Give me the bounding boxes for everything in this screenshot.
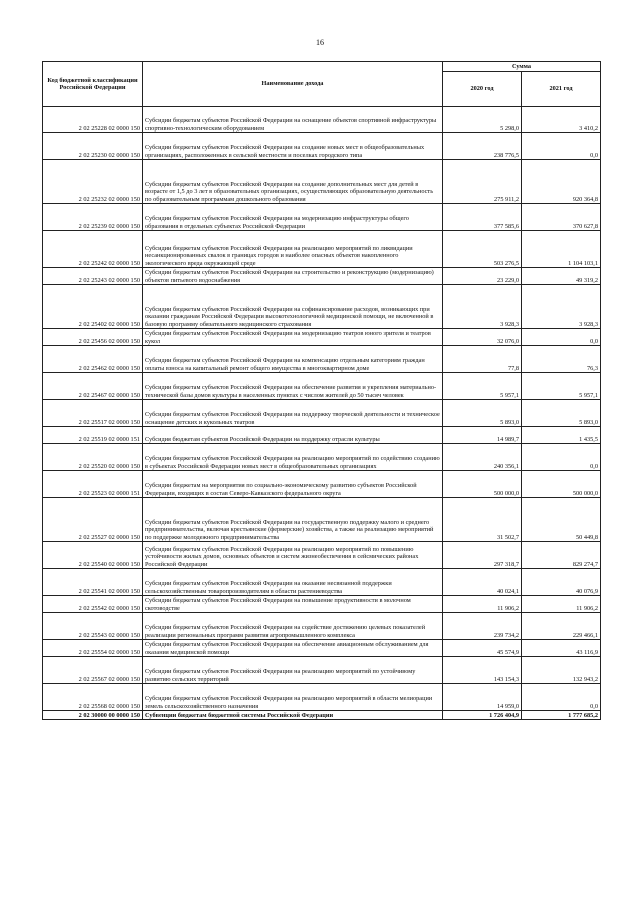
row-code: 2 02 25540 02 0000 150 <box>43 542 143 569</box>
total-row <box>43 711 601 720</box>
table-row <box>43 684 601 711</box>
row-name: Субсидии бюджетам субъектов Российской Федерации на реализацию мероприятий по ликвидации несанкционированных свалок в границах городов и наиболее опасных объектов накопленного экологического вреда окружающей среде <box>143 231 443 268</box>
row-value-2021: 0,0 <box>522 444 601 471</box>
table-row <box>43 471 601 498</box>
row-name: Субсидии бюджетам субъектов Российской Федерации на софинансирование расходов, возникающих при оказании гражданам Российской Федерации высокотехнологичной медицинской помощи, не включенной в базовую программу обязательного медицинского страхования <box>143 285 443 329</box>
row-name: Субсидии бюджетам субъектов Российской Федерации на модернизацию театров юного зрителя и театров кукол <box>143 329 443 346</box>
row-name: Субсидии бюджетам субъектов Российской Федерации на реализацию мероприятий в области мелиорации земель сельскохозяйственного назначения <box>143 684 443 711</box>
row-value-2021: 370 627,8 <box>522 204 601 231</box>
row-code: 2 02 25462 02 0000 150 <box>43 346 143 373</box>
table-row <box>43 427 601 444</box>
row-code: 2 02 25228 02 0000 150 <box>43 107 143 133</box>
row-value-2020: 238 776,5 <box>443 133 522 160</box>
row-name: Субсидии бюджетам субъектов Российской Федерации на поддержку творческой деятельности и техническое оснащение детских и кукольных театров <box>143 400 443 427</box>
row-value-2021: 829 274,7 <box>522 542 601 569</box>
table-row <box>43 231 601 268</box>
table-row <box>43 107 601 133</box>
row-value-2020: 5 957,1 <box>443 373 522 400</box>
row-code: 2 02 25517 02 0000 150 <box>43 400 143 427</box>
row-code: 2 02 25239 02 0000 150 <box>43 204 143 231</box>
revenue-table <box>42 61 601 720</box>
row-code: 2 02 25541 02 0000 150 <box>43 569 143 596</box>
table-row <box>43 400 601 427</box>
row-name: Субсидии бюджетам субъектов Российской Федерации на обеспечение развития и укрепления материально-технической базы домов культуры в населенных пунктах с числом жителей до 50 тысяч человек <box>143 373 443 400</box>
row-code: 2 02 25242 02 0000 150 <box>43 231 143 268</box>
row-name: Субсидии бюджетам субъектов Российской Федерации на содействие достижению целевых показателей реализации региональных программ развития агропромышленного комплекса <box>143 613 443 640</box>
row-name: Субсидии бюджетам субъектов Российской Федерации на компенсацию отдельным категориям граждан оплаты взноса на капитальный ремонт общего имущества в многоквартирном доме <box>143 346 443 373</box>
total-code: 2 02 30000 00 0000 150 <box>43 711 143 720</box>
row-value-2020: 275 911,2 <box>443 160 522 204</box>
row-value-2020: 14 989,7 <box>443 427 522 444</box>
row-value-2021: 1 104 103,1 <box>522 231 601 268</box>
header-year-2020: 2020 год <box>443 72 522 107</box>
row-value-2020: 143 154,3 <box>443 657 522 684</box>
row-code: 2 02 25554 02 0000 150 <box>43 640 143 657</box>
row-value-2021: 5 893,0 <box>522 400 601 427</box>
table-row <box>43 160 601 204</box>
table-row <box>43 657 601 684</box>
row-code: 2 02 25520 02 0000 150 <box>43 444 143 471</box>
row-value-2020: 32 076,0 <box>443 329 522 346</box>
row-value-2021: 11 906,2 <box>522 596 601 613</box>
row-code: 2 02 25543 02 0000 150 <box>43 613 143 640</box>
row-name: Субсидии бюджетам субъектов Российской Федерации на модернизацию инфраструктуры общего образования в отдельных субъектах Российской Федерации <box>143 204 443 231</box>
row-value-2021: 50 449,8 <box>522 498 601 542</box>
row-value-2021: 49 319,2 <box>522 268 601 285</box>
row-name: Субсидии бюджетам на мероприятия по социально-экономическому развитию субъектов Российской Федерации, входящих в состав Северо-Кавказского федерального округа <box>143 471 443 498</box>
row-value-2020: 377 585,6 <box>443 204 522 231</box>
table-row <box>43 542 601 569</box>
row-name: Субсидии бюджетам субъектов Российской Федерации на создание новых мест в общеобразовательных организациях, расположенных в сельской местности и поселках городского типа <box>143 133 443 160</box>
table-row <box>43 133 601 160</box>
table-row <box>43 268 601 285</box>
row-value-2020: 77,8 <box>443 346 522 373</box>
row-value-2021: 1 435,5 <box>522 427 601 444</box>
row-value-2020: 239 734,2 <box>443 613 522 640</box>
row-value-2020: 40 024,1 <box>443 569 522 596</box>
total-value-2021: 1 777 685,2 <box>522 711 601 720</box>
header-sum: Сумма <box>443 62 601 72</box>
row-name: Субсидии бюджетам субъектов Российской Федерации на создание дополнительных мест для детей в возрасте от 1,5 до 3 лет в образовательных организациях, осуществляющих образовательную деятельность по образовательным программам дошкольного образования <box>143 160 443 204</box>
row-code: 2 02 25456 02 0000 150 <box>43 329 143 346</box>
table-row <box>43 346 601 373</box>
row-code: 2 02 25568 02 0000 150 <box>43 684 143 711</box>
table-row <box>43 444 601 471</box>
row-value-2021: 0,0 <box>522 684 601 711</box>
header-code: Код бюджетной классификации Российской Федерации <box>43 62 143 107</box>
row-code: 2 02 25243 02 0000 150 <box>43 268 143 285</box>
table-row <box>43 329 601 346</box>
table-row <box>43 640 601 657</box>
row-code: 2 02 25232 02 0000 150 <box>43 160 143 204</box>
row-value-2020: 503 276,5 <box>443 231 522 268</box>
row-value-2020: 31 502,7 <box>443 498 522 542</box>
row-name: Субсидии бюджетам субъектов Российской Федерации на строительство и реконструкцию (модернизацию) объектов питьевого водоснабжения <box>143 268 443 285</box>
row-value-2021: 3 410,2 <box>522 107 601 133</box>
row-value-2020: 14 959,0 <box>443 684 522 711</box>
table-row <box>43 285 601 329</box>
row-value-2021: 43 116,9 <box>522 640 601 657</box>
table-row <box>43 204 601 231</box>
row-name: Субсидии бюджетам субъектов Российской Федерации на повышение продуктивности в молочном скотоводстве <box>143 596 443 613</box>
row-value-2021: 920 364,8 <box>522 160 601 204</box>
row-code: 2 02 25542 02 0000 150 <box>43 596 143 613</box>
row-name: Субсидия бюджетам субъектов Российской Федерации на поддержку отрасли культуры <box>143 427 443 444</box>
row-name: Субсидии бюджетам субъектов Российской Федерации на обеспечение авиационным обслуживанием для оказания медицинской помощи <box>143 640 443 657</box>
row-code: 2 02 25527 02 0000 150 <box>43 498 143 542</box>
row-value-2021: 76,3 <box>522 346 601 373</box>
row-value-2021: 132 943,2 <box>522 657 601 684</box>
row-code: 2 02 25523 02 0000 151 <box>43 471 143 498</box>
row-value-2021: 3 928,3 <box>522 285 601 329</box>
header-year-2021: 2021 год <box>522 72 601 107</box>
row-value-2020: 45 574,9 <box>443 640 522 657</box>
row-name: Субсидии бюджетам субъектов Российской Федерации на оснащение объектов спортивной инфраструктуры спортивно-технологическим оборудованием <box>143 107 443 133</box>
row-value-2021: 5 957,1 <box>522 373 601 400</box>
row-name: Субсидии бюджетам субъектов Российской Федерации на реализацию мероприятий по устойчивому развитию сельских территорий <box>143 657 443 684</box>
row-value-2020: 297 318,7 <box>443 542 522 569</box>
row-name: Субсидии бюджетам субъектов Российской Федерации на реализацию мероприятий по содействию созданию в субъектах Российской Федерации новых мест в общеобразовательных организациях <box>143 444 443 471</box>
row-code: 2 02 25519 02 0000 151 <box>43 427 143 444</box>
row-value-2020: 23 229,0 <box>443 268 522 285</box>
table-row <box>43 613 601 640</box>
row-name: Субсидии бюджетам субъектов Российской Федерации на реализацию мероприятий по повышению устойчивости жилых домов, основных объектов и систем жизнеобеспечения в сейсмических районах Российской Федерации <box>143 542 443 569</box>
row-value-2020: 11 906,2 <box>443 596 522 613</box>
total-value-2020: 1 726 404,9 <box>443 711 522 720</box>
row-value-2021: 229 466,1 <box>522 613 601 640</box>
table-row <box>43 596 601 613</box>
row-name: Субсидии бюджетам субъектов Российской Федерации на оказание несвязанной поддержки сельскохозяйственным товаропроизводителям в области растениеводства <box>143 569 443 596</box>
page-number: 16 <box>316 38 324 47</box>
row-code: 2 02 25467 02 0000 150 <box>43 373 143 400</box>
total-name: Субвенции бюджетам бюджетной системы Российской Федерации <box>143 711 443 720</box>
row-value-2020: 3 928,3 <box>443 285 522 329</box>
table-row <box>43 498 601 542</box>
table-row <box>43 373 601 400</box>
row-value-2020: 5 298,0 <box>443 107 522 133</box>
row-value-2021: 0,0 <box>522 329 601 346</box>
row-value-2021: 500 000,0 <box>522 471 601 498</box>
row-name: Субсидии бюджетам субъектов Российской Федерации на государственную поддержку малого и среднего предпринимательства, включая крестьянские (фермерские) хозяйства, а также на реализацию мероприятий по поддержке молодежного предпринимательства <box>143 498 443 542</box>
row-code: 2 02 25230 02 0000 150 <box>43 133 143 160</box>
row-value-2021: 0,0 <box>522 133 601 160</box>
header-name: Наименование дохода <box>143 62 443 107</box>
row-value-2021: 40 076,9 <box>522 569 601 596</box>
row-value-2020: 240 356,1 <box>443 444 522 471</box>
table-row <box>43 569 601 596</box>
row-value-2020: 5 893,0 <box>443 400 522 427</box>
row-code: 2 02 25402 02 0000 150 <box>43 285 143 329</box>
row-code: 2 02 25567 02 0000 150 <box>43 657 143 684</box>
row-value-2020: 500 000,0 <box>443 471 522 498</box>
